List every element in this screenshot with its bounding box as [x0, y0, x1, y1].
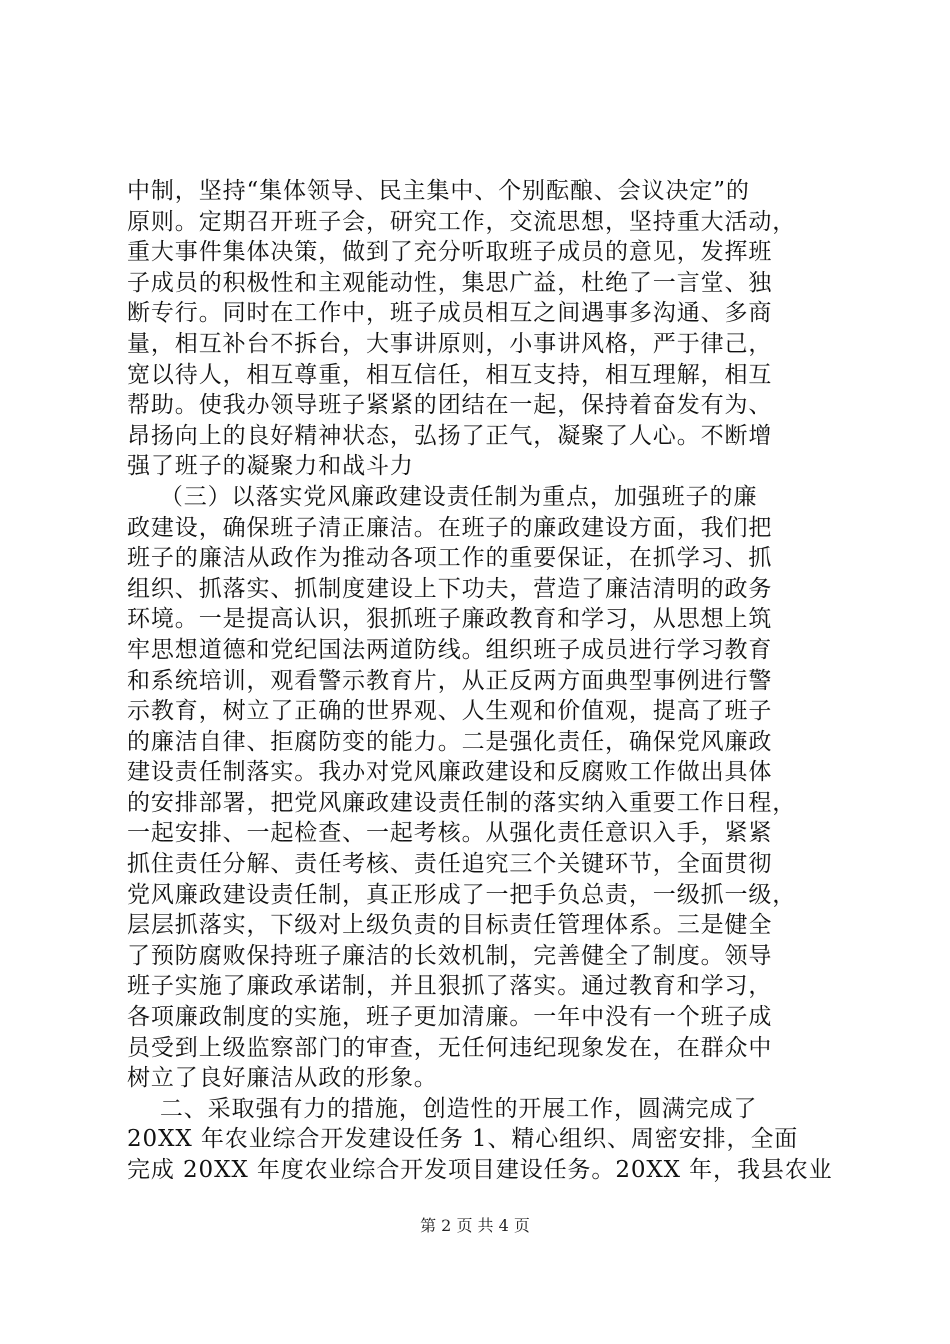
text-line: 班子的廉洁从政作为推动各项工作的重要保证，在抓学习、抓 [127, 545, 773, 572]
text-line: 原则。定期召开班子会，研究工作，交流思想，坚持重大活动， [127, 208, 797, 235]
text-line: 一起安排、一起检查、一起考核。从强化责任意识入手，紧紧 [127, 820, 773, 847]
text-line: 中制，坚持“集体领导、民主集中、个别酝酿、会议决定”的 [127, 178, 750, 204]
text-line: （三）以落实党风廉政建设责任制为重点，加强班子的廉 [127, 483, 758, 510]
text-line: 树立了良好廉洁从政的形象。 [127, 1065, 438, 1092]
text-line: 示教育，树立了正确的世界观、人生观和价值观，提高了班子 [127, 698, 773, 725]
text-line: 强了班子的凝聚力和战斗力 [127, 453, 414, 480]
text-line: 昂扬向上的良好精神状态，弘扬了正气，凝聚了人心。不断增 [127, 422, 773, 449]
text-line: 牢思想道德和党纪国法两道防线。组织班子成员进行学习教育 [127, 636, 773, 663]
body-text [127, 176, 837, 1186]
text-line: 二、采取强有力的措施，创造性的开展工作，圆满完成了 [127, 1095, 758, 1122]
text-line: 班子实施了廉政承诺制，并且狠抓了落实。通过教育和学习， [127, 973, 773, 1000]
text-line: 的安排部署，把党风廉政建设责任制的落实纳入重要工作日程， [127, 789, 797, 816]
page-footer: 第 2 页 共 4 页 [420, 1216, 530, 1235]
text-line: 20XX 年农业综合开发建设任务 1、精心组织、周密安排，全面 [127, 1126, 799, 1153]
text-line: 子成员的积极性和主观能动性，集思广益，杜绝了一言堂、独 [127, 269, 773, 296]
text-line: 宽以待人，相互尊重，相互信任，相互支持，相互理解，相互 [127, 361, 773, 388]
text-line: 环境。一是提高认识，狠抓班子廉政教育和学习，从思想上筑 [127, 606, 773, 633]
text-line: 抓住责任分解、责任考核、责任追究三个关键环节，全面贯彻 [127, 851, 773, 878]
text-line: 和系统培训，观看警示教育片，从正反两方面典型事例进行警 [127, 667, 773, 694]
text-line: 断专行。同时在工作中，班子成员相互之间遇事多沟通、多商 [127, 300, 773, 327]
text-line: 重大事件集体决策，做到了充分听取班子成员的意见，发挥班 [127, 239, 773, 266]
text-line: 建设责任制落实。我办对党风廉政建设和反腐败工作做出具体 [127, 759, 773, 786]
text-line: 的廉洁自律、拒腐防变的能力。二是强化责任，确保党风廉政 [127, 728, 773, 755]
text-line: 员受到上级监察部门的审查，无任何违纪现象发在，在群众中 [127, 1034, 773, 1061]
text-line: 党风廉政建设责任制，真正形成了一把手负总责，一级抓一级， [127, 881, 797, 908]
text-line: 量，相互补台不拆台，大事讲原则，小事讲风格，严于律己， [127, 330, 773, 357]
text-line: 了预防腐败保持班子廉洁的长效机制，完善健全了制度。领导 [127, 942, 773, 969]
text-line: 层层抓落实，下级对上级负责的目标责任管理体系。三是健全 [127, 912, 773, 939]
text-line: 帮助。使我办领导班子紧紧的团结在一起，保持着奋发有为、 [127, 392, 773, 419]
text-line: 各项廉政制度的实施，班子更加清廉。一年中没有一个班子成 [127, 1004, 773, 1031]
text-line: 组织、抓落实、抓制度建设上下功夫，营造了廉洁清明的政务 [127, 575, 773, 602]
text-line: 完成 20XX 年度农业综合开发项目建设任务。20XX 年，我县农业 [127, 1157, 833, 1183]
text-line: 政建设，确保班子清正廉洁。在班子的廉政建设方面，我们把 [127, 514, 773, 541]
